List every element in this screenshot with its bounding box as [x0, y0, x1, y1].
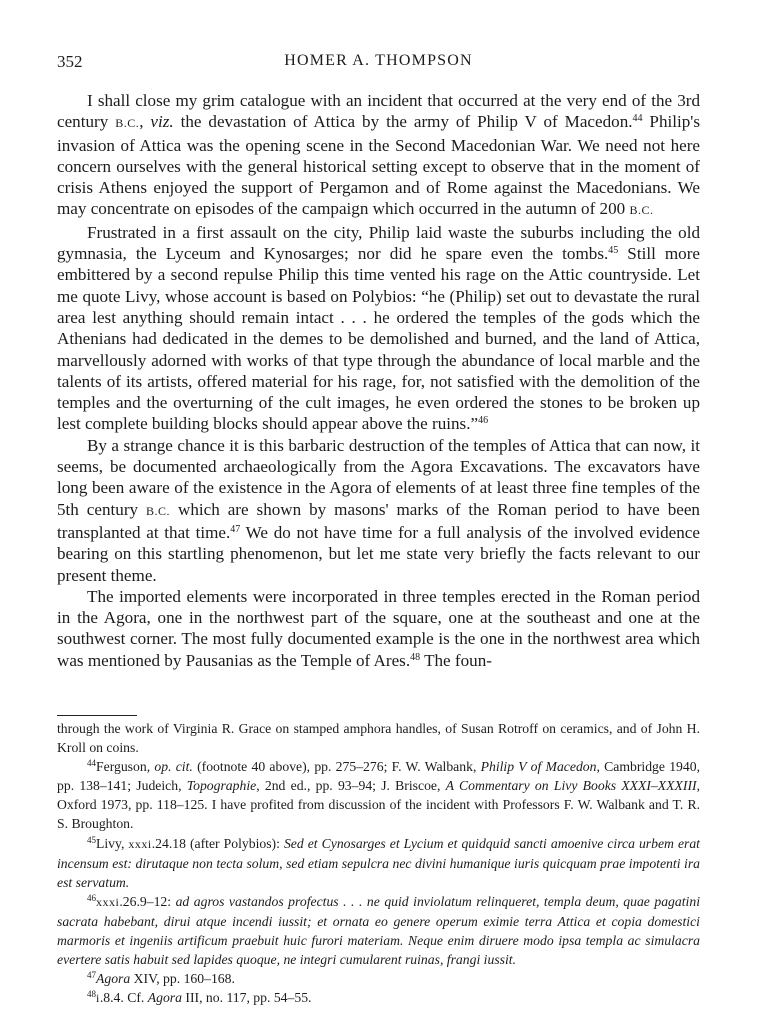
paragraph-3: By a strange chance it is this barbaric destruction of the temples of Attica that can now, it seems, be documented archaeologically from the Agora Excavations. The excavators have long been aware of the existence in the Agora of elements of at least three fine temples of the 5th century B.C. which are shown by masons' marks of the Roman period to have been transplanted at that time.$^{47}$ We do not have time for a full analysis of the involved evidence bearing on this startling phenomenon, but let me state very briefly the facts relevant to our present theme. [57, 435, 700, 585]
page-number: 352 [57, 52, 83, 71]
paragraph-1: I shall close my grim catalogue with an incident that occurred at the very end of the 3rd century B.C., viz. the devastation of Attica by the army of Philip V of Macedon.$^{44}$ Philip's invasion of Attica was the opening scene in the Second Macedonian War. We need not here concern ourselves with the general historical setting except to observe that in the moment of crisis Athens enjoyed the support of Pergamon and of Rome against the Macedonians. We may concentrate on episodes of the campaign which occurred in the autumn of 200 B.C. [57, 91, 701, 219]
footnote-48: $^{48}$i.8.4. Cf. Agora III, no. 117, pp. 54–55. [87, 989, 312, 1006]
footnote-ref-46: 46 [478, 415, 489, 427]
paragraph-2: Frustrated in a first assault on the city, Philip laid waste the suburbs including the old gymnasia, the Lyceum and Kynosarges; nor did he spare even the tombs.$^{45}$ Still more embittered by a second repulse Philip this time vented his rage on the Attic countryside. Let me quote Livy, whose account is based on Polybios: “he (Philip) set out to devastate the rural area lest anything should remain intact . . . he ordered the temples of the gods which the Athenians had dedicated in the demes to be demolished and burned, and the land of Attica, marvellously adorned with works of that type through the abundance of local marble and the talents of its artists, offered material for his rage, for, not satisfied with the demolition of the temples and the overturning of the cult images, he even ordered the stones to be broken up lest complete building blocks should appear above the ruins.”$^{46}$ [57, 222, 700, 434]
paragraph-4: The imported elements were incorporated in three temples erected in the Roman period in the Agora, one in the northwest part of the square, one at the southeast and one at the southwest corner. The most fully documented example is the one in the northwest area which was mentioned by Pausanias as the Temple of Ares.$^{48}$ The foun- [57, 586, 700, 670]
footnote-ref-44: 44 [632, 113, 643, 125]
footnotes [57, 719, 700, 1008]
footnote-ref-45: 45 [608, 245, 619, 257]
running-head: HOMER A. THOMPSON [284, 52, 473, 69]
footnote-45: $^{45}$Livy, xxxi.24.18 (after Polybios): Sed et Cynosarges et Lycium et quidquid sancti amoenive circa urbem erat incensum est: dirutaque non tecta solum, sed etiam sepulcra nec divini humanique iuris quicquam prae impotenti ira est servatum. [57, 834, 700, 890]
footnote-ref-48: 48 [410, 651, 421, 663]
footnote-continuation: through the work of Virginia R. Grace on stamped amphora handles, of Susan Rotroff on ceramics, and of John H. Kroll on coins. [57, 721, 700, 756]
footnote-ref-47: 47 [230, 523, 241, 535]
page-header [57, 52, 700, 76]
main-text [57, 90, 700, 671]
footnote-47: $^{47}$Agora XIV, pp. 160–168. [87, 970, 235, 987]
footnote-44: $^{44}$Ferguson, op. cit. (footnote 40 above), pp. 275–276; F. W. Walbank, Philip V of Macedon, Cambridge 1940, pp. 138–141; Judeich, Topographie, 2nd ed., pp. 93–94; J. Briscoe, A Commentary on Livy Books XXXI–XXXIII, Oxford 1973, pp. 118–125. I have profited from discussion of the incident with Professors F. W. Walbank and T. R. S. Broughton. [57, 758, 701, 832]
footnote-46: $^{46}$xxxi.26.9–12: ad agros vastandos profectus . . . ne quid inviolatum relinqueret, templa deum, quae pagatini sacrata habebant, dirui atque incendi iussit; et ornata eo genere operum eximie terra Attica et copia domestici marmoris et ingeniis artificum praebuit huic furori materiam. Neque enim diruere modo ipsa templa ac simulacra evertere satis habuit sed lapides quoque, ne integri cumularent ruinas, frangi iussit. [57, 892, 700, 968]
footnote-divider [57, 715, 137, 716]
